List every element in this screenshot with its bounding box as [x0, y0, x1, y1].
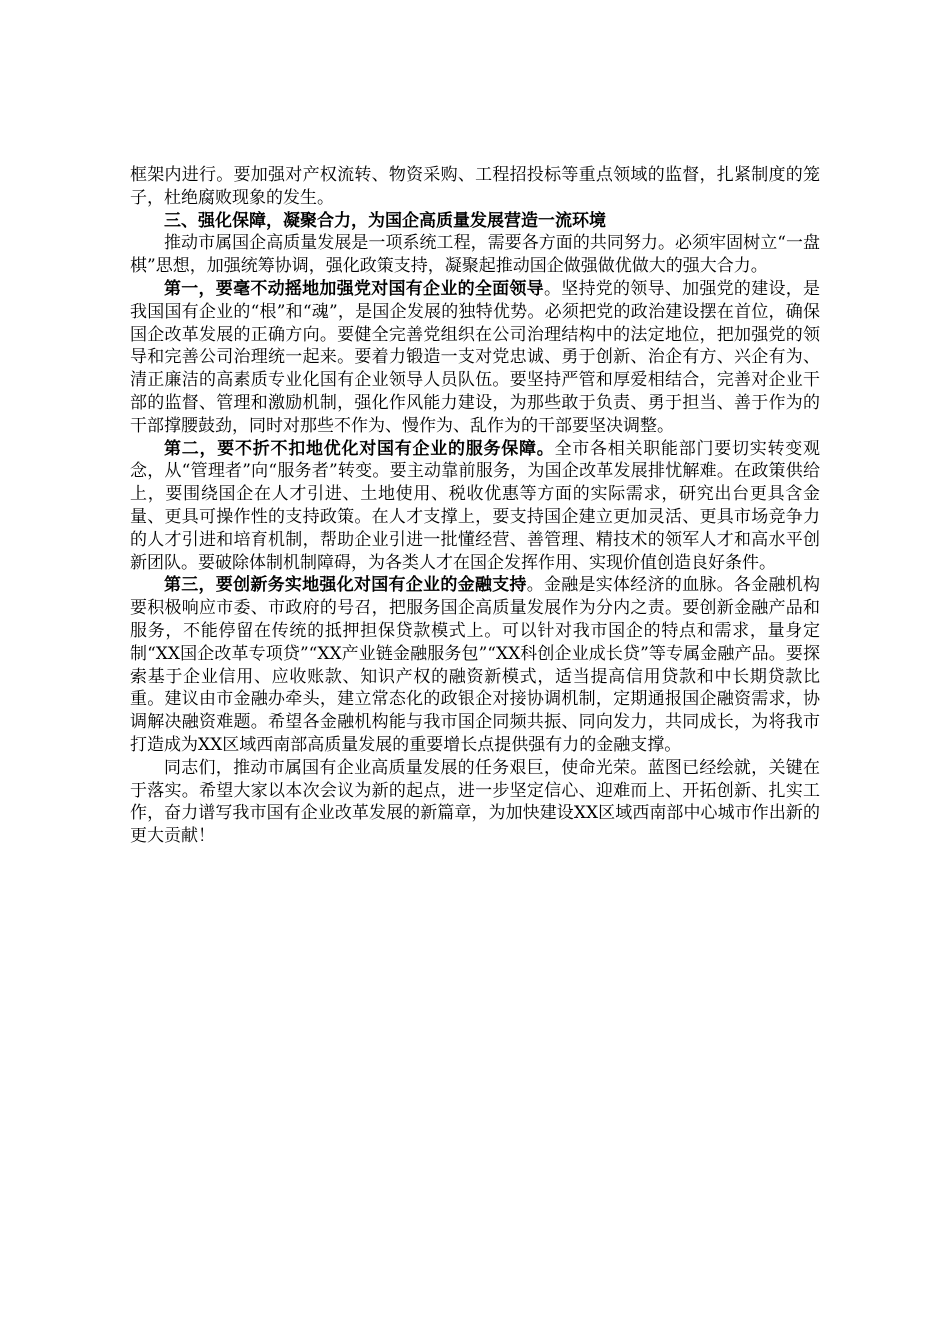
document-page — [130, 164, 820, 848]
paragraph-first-point — [130, 278, 820, 438]
third-point-lead: 第三，要创新务实地强化对国有企业的金融支持 — [164, 575, 527, 596]
first-point-body: 。坚持党的领导、加强党的建设，是我国国有企业的“根”和“魂”，是国企发展的独特优势。必须把党的政治建设摆在首位，确保国企改革发展的正确方向。要健全完善党组织在公司治理结构中的法定地位，把加强党的领导和完善公司治理统一起来。要着力锻造一支对党忠诚、勇于创新、治企有方、兴企有为、清正廉洁的高素质专业化国有企业领导人员队伍。要坚持严管和厚爱相结合，完善对企业干部的监督、管理和激励机制，强化作风能力建设，为那些敢于负责、勇于担当、善于作为的干部撑腰鼓劲，同时对那些不作为、慢作为、乱作为的干部要坚决调整。 — [130, 278, 821, 436]
paragraph-continuation: 框架内进行。要加强对产权流转、物资采购、工程招投标等重点领域的监督，扎紧制度的笼子，杜绝腐败现象的发生。 — [130, 165, 820, 208]
paragraph-closing: 同志们，推动市属国有企业高质量发展的任务艰巨，使命光荣。蓝图已经绘就，关键在于落实。希望大家以本次会议为新的起点，进一步坚定信心、迎难而上、开拓创新、扎实工作，奋力谱写我市国有企业改革发展的新篇章，为加快建设XX区域西南部中心城市作出新的更大贡献！ — [130, 757, 820, 847]
second-point-body: 全市各相关职能部门要切实转变观念，从“管理者”向“服务者”转变。要主动靠前服务，为国企改革发展排忧解难。在政策供给上，要围绕国企在人才引进、土地使用、税收优惠等方面的实际需求，研究出台更具含金量、更具可操作性的支持政策。在人才支撑上，要支持国企建立更加灵活、更具市场竞争力的人才引进和培育机制，帮助企业引进一批懂经营、善管理、精技术的领军人才和高水平创新团队。要破除体制机制障碍，为各类人才在国企发挥作用、实现价值创造良好条件。 — [130, 438, 820, 573]
paragraph-second-point — [130, 438, 820, 575]
paragraph-intro: 推动市属国企高质量发展是一项系统工程，需要各方面的共同努力。必须牢固树立“一盘棋”思想，加强统筹协调，强化政策支持，凝聚起推动国企做强做优做大的强大合力。 — [130, 233, 820, 277]
third-point-body: 。金融是实体经济的血脉。各金融机构要积极响应市委、市政府的号召，把服务国企高质量发展作为分内之责。要创新金融产品和服务，不能停留在传统的抵押担保贷款模式上。可以针对我市国企的特点和需求，量身定制“XX国企改革专项贷”“XX产业链金融服务包”“XX科创企业成长贷”等专属金融产品。要探索基于企业信用、应收账款、知识产权的融资新模式，适当提高信用贷款和中长期贷款比重。建议由市金融办牵头，建立常态化的政银企对接协调机制，定期通报国企融资需求，协调解决融资难题。希望各金融机构能与我市国企同频共振、同向发力，共同成长，为将我市打造成为XX区域西南部高质量发展的重要增长点提供强有力的金融支撑。 — [130, 575, 821, 755]
paragraph-third-point — [130, 574, 820, 756]
section-heading-3: 三、强化保障，凝聚合力，为国企高质量发展营造一流环境 — [164, 210, 606, 231]
second-point-lead: 第二，要不折不扣地优化对国有企业的服务保障。 — [164, 438, 555, 459]
first-point-lead: 第一，要毫不动摇地加强党对国有企业的全面领导 — [164, 278, 544, 299]
